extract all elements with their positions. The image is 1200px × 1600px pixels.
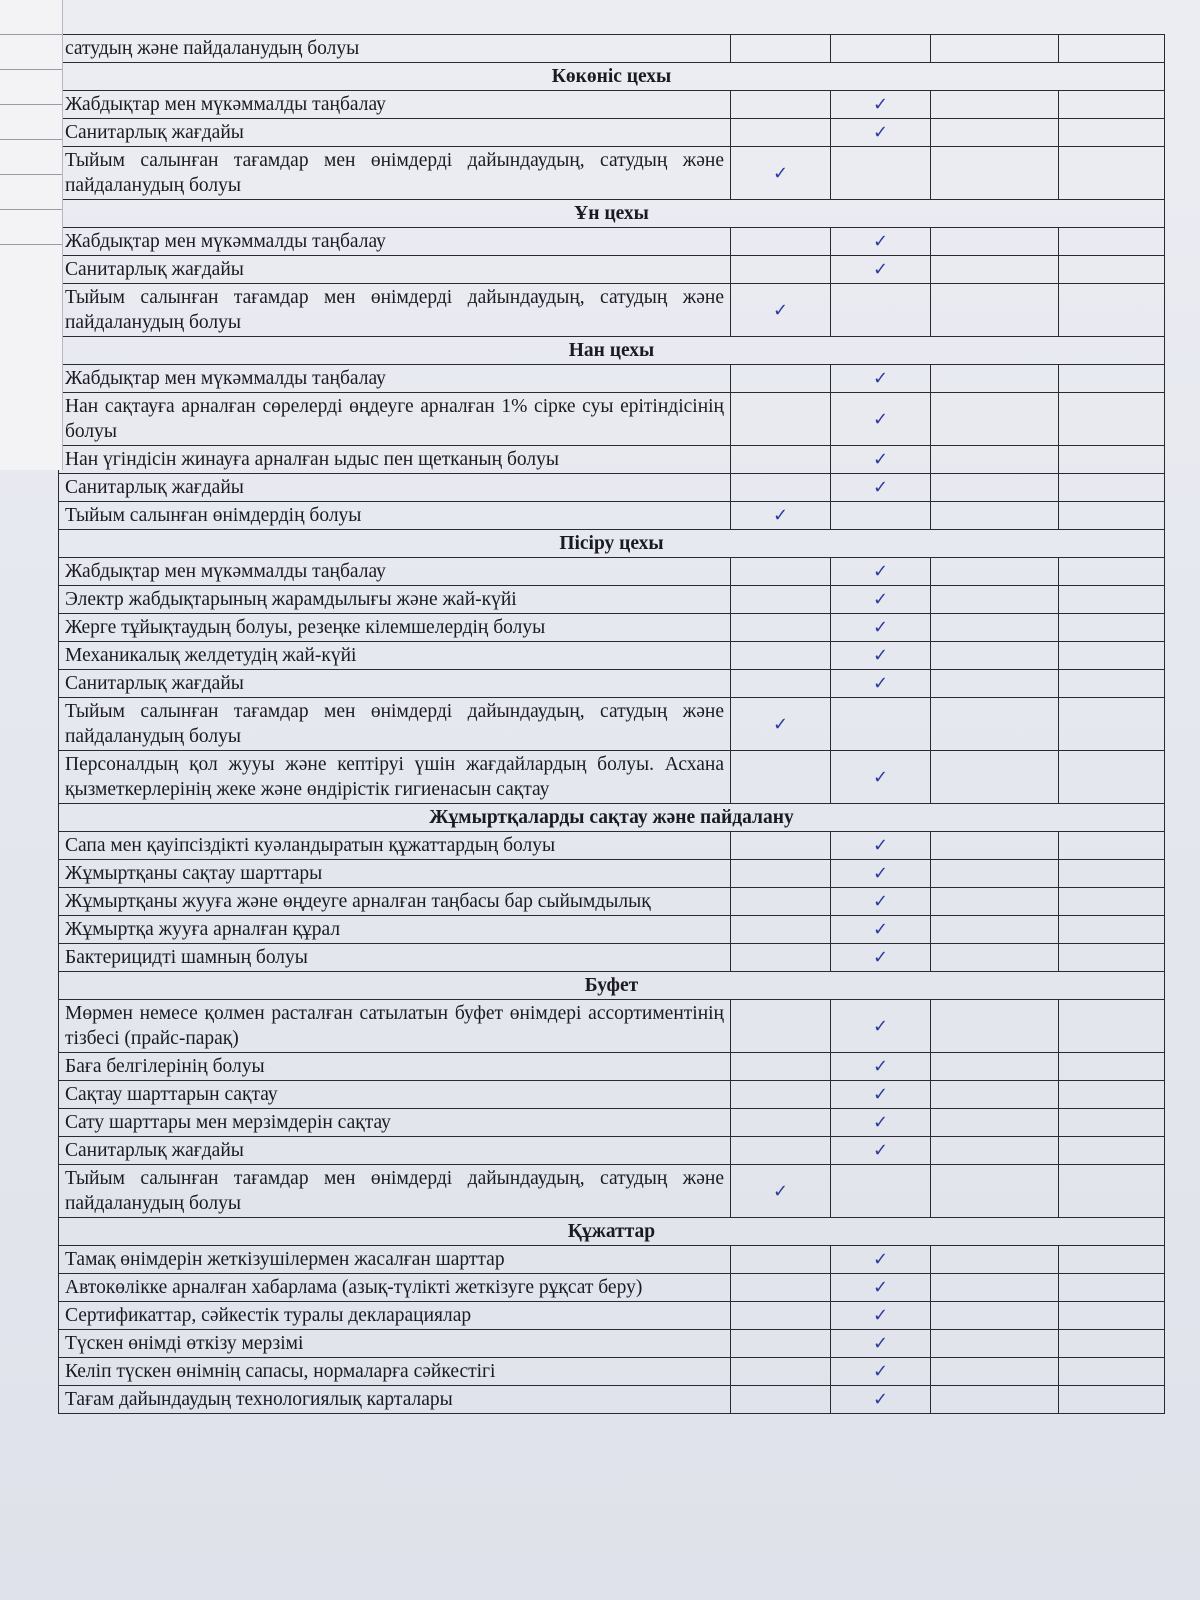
check-cell-col1 [731,1246,831,1274]
check-cell-col2 [831,888,931,916]
checklist-item-text: Санитарлық жағдайы [59,256,731,284]
check-cell-col3 [931,147,1059,200]
check-cell-col1 [731,1000,831,1053]
table-row [59,474,1165,502]
handwritten-checkmark-icon: ✓ [872,645,889,666]
handwritten-checkmark-icon: ✓ [872,919,889,940]
section-title: Құжаттар [59,1218,1165,1246]
check-cell-col4 [1059,1053,1165,1081]
checklist-item-text: Жерге тұйықтаудың болуы, резеңке кілемшелердің болуы [59,614,731,642]
checklist-item-text: Тыйым салынған тағамдар мен өнімдерді дайындаудың, сатудың және пайдаланудың болуы [59,698,731,751]
check-cell-col1 [731,502,831,530]
underlying-sheet-edge [0,0,63,470]
checklist-item-text: Тағам дайындаудың технологиялық карталары [59,1386,731,1414]
checklist-item-text: Жабдықтар мен мүкəммалды таңбалау [59,558,731,586]
checklist-item-text: Санитарлық жағдайы [59,1137,731,1165]
section-title: Пісіру цехы [59,530,1165,558]
check-cell-col1 [731,365,831,393]
check-cell-col4 [1059,284,1165,337]
handwritten-checkmark-icon: ✓ [872,835,889,856]
handwritten-checkmark-icon: ✓ [872,1249,889,1270]
check-cell-col3 [931,1081,1059,1109]
check-cell-col4 [1059,1274,1165,1302]
check-cell-col4 [1059,751,1165,804]
check-cell-col1 [731,1053,831,1081]
checklist-item-text: Жұмыртқаны жууға және өңдеуге арналған таңбасы бар сыйымдылық [59,888,731,916]
checklist-item-text: Баға белгілерінің болуы [59,1053,731,1081]
table-row [59,365,1165,393]
check-cell-col3 [931,1246,1059,1274]
check-cell-col3 [931,1386,1059,1414]
table-row [59,1109,1165,1137]
check-cell-col1 [731,670,831,698]
check-cell-col1 [731,474,831,502]
checklist-item-text: Бактерицидті шамның болуы [59,944,731,972]
check-cell-col2 [831,614,931,642]
section-title: Көкөніс цехы [59,63,1165,91]
check-cell-col3 [931,698,1059,751]
check-cell-col4 [1059,1137,1165,1165]
table-row [59,860,1165,888]
handwritten-checkmark-icon: ✓ [872,673,889,694]
check-cell-col2 [831,228,931,256]
handwritten-checkmark-icon: ✓ [872,947,889,968]
handwritten-checkmark-icon: ✓ [872,1140,889,1161]
check-cell-col2 [831,393,931,446]
check-cell-col2 [831,1302,931,1330]
section-title: Ұн цехы [59,200,1165,228]
section-title: Нан цехы [59,337,1165,365]
handwritten-checkmark-icon: ✓ [872,94,889,115]
check-cell-col2 [831,474,931,502]
handwritten-checkmark-icon: ✓ [872,1015,889,1037]
handwritten-checkmark-icon: ✓ [872,1277,889,1298]
handwritten-checkmark-icon: ✓ [872,368,889,389]
check-cell-col2 [831,1109,931,1137]
check-cell-col3 [931,1302,1059,1330]
check-cell-col1 [731,446,831,474]
check-cell-col4 [1059,642,1165,670]
table-row [59,751,1165,804]
check-cell-col1 [731,860,831,888]
check-cell-col3 [931,228,1059,256]
handwritten-checkmark-icon: ✓ [772,505,789,526]
check-cell-col1 [731,751,831,804]
check-cell-col2 [831,586,931,614]
check-cell-col2 [831,1081,931,1109]
check-cell-col4 [1059,502,1165,530]
check-cell-col2 [831,91,931,119]
handwritten-checkmark-icon: ✓ [872,766,889,788]
check-cell-col1 [731,393,831,446]
handwritten-checkmark-icon: ✓ [872,1084,889,1105]
check-cell-col3 [931,365,1059,393]
check-cell-col4 [1059,1081,1165,1109]
section-title: Жұмыртқаларды сақтау және пайдалану [59,804,1165,832]
check-cell-col3 [931,119,1059,147]
checklist-item-text: Жұмыртқа жууға арналған құрал [59,916,731,944]
check-cell-col4 [1059,558,1165,586]
check-cell-col2 [831,1330,931,1358]
check-cell-col1 [731,1081,831,1109]
check-cell-col3 [931,614,1059,642]
checklist-item-text: Нан үгіндісін жинауға арналған ыдыс пен щетканың болуы [59,446,731,474]
check-cell-col2 [831,1246,931,1274]
check-cell-col1 [731,228,831,256]
check-cell-col4 [1059,832,1165,860]
handwritten-checkmark-icon: ✓ [872,259,889,280]
table-row [59,502,1165,530]
check-cell-col3 [931,393,1059,446]
check-cell-col3 [931,586,1059,614]
handwritten-checkmark-icon: ✓ [872,617,889,638]
check-cell-col2 [831,446,931,474]
check-cell-col4 [1059,1358,1165,1386]
check-cell-col2 [831,119,931,147]
checklist-item-text: Нан сақтауға арналған сөрелерді өңдеуге арналған 1% сірке суы ерітіндісінің болуы [59,393,731,446]
check-cell-col3 [931,751,1059,804]
table-row [59,228,1165,256]
table-row [59,670,1165,698]
check-cell-col3 [931,1000,1059,1053]
check-cell-col1 [731,35,831,63]
check-cell-col2 [831,1165,931,1218]
checklist-item-text: Санитарлық жағдайы [59,670,731,698]
handwritten-checkmark-icon: ✓ [772,162,789,184]
check-cell-col1 [731,1165,831,1218]
checklist-item-text: Санитарлық жағдайы [59,474,731,502]
check-cell-col2 [831,670,931,698]
inspection-checklist-table [58,34,1165,1414]
check-cell-col2 [831,1053,931,1081]
check-cell-col3 [931,642,1059,670]
checklist-item-text: Жабдықтар мен мүкəммалды таңбалау [59,365,731,393]
check-cell-col4 [1059,228,1165,256]
table-row [59,1386,1165,1414]
check-cell-col4 [1059,1165,1165,1218]
handwritten-checkmark-icon: ✓ [872,589,889,610]
check-cell-col2 [831,944,931,972]
check-cell-col2 [831,698,931,751]
table-row [59,1000,1165,1053]
check-cell-col4 [1059,365,1165,393]
check-cell-col3 [931,1053,1059,1081]
table-row [59,1053,1165,1081]
section-header-row [59,530,1165,558]
table-row [59,586,1165,614]
check-cell-col4 [1059,586,1165,614]
handwritten-checkmark-icon: ✓ [772,1180,789,1202]
check-cell-col4 [1059,1246,1165,1274]
check-cell-col4 [1059,944,1165,972]
check-cell-col3 [931,474,1059,502]
handwritten-checkmark-icon: ✓ [872,231,889,252]
check-cell-col4 [1059,614,1165,642]
check-cell-col3 [931,1137,1059,1165]
table-row [59,393,1165,446]
table-row [59,91,1165,119]
table-row [59,256,1165,284]
checklist-item-text: Жабдықтар мен мүкəммалды таңбалау [59,228,731,256]
checklist-item-text: Тыйым салынған тағамдар мен өнімдерді дайындаудың, сатудың және пайдаланудың болуы [59,284,731,337]
check-cell-col3 [931,1330,1059,1358]
checklist-item-text: Электр жабдықтарының жарамдылығы және жай-күйі [59,586,731,614]
handwritten-checkmark-icon: ✓ [872,561,889,582]
check-cell-col4 [1059,119,1165,147]
check-cell-col2 [831,642,931,670]
check-cell-col1 [731,1358,831,1386]
checklist-item-text: сатудың және пайдаланудың болуы [59,35,731,63]
check-cell-col3 [931,860,1059,888]
handwritten-checkmark-icon: ✓ [772,299,789,321]
check-cell-col4 [1059,393,1165,446]
checklist-item-text: Тыйым салынған тағамдар мен өнімдерді дайындаудың, сатудың және пайдаланудың болуы [59,1165,731,1218]
check-cell-col2 [831,35,931,63]
check-cell-col4 [1059,446,1165,474]
check-cell-col1 [731,558,831,586]
checklist-item-text: Автокөлікке арналған хабарлама (азық-түлікті жеткізуге рұқсат беру) [59,1274,731,1302]
table-row [59,1165,1165,1218]
check-cell-col2 [831,284,931,337]
table-row [59,888,1165,916]
check-cell-col4 [1059,698,1165,751]
table-row [59,446,1165,474]
check-cell-col4 [1059,147,1165,200]
check-cell-col3 [931,1165,1059,1218]
handwritten-checkmark-icon: ✓ [872,449,889,470]
checklist-item-text: Сапа мен қауіпсіздікті куəландыратын құжаттардың болуы [59,832,731,860]
table-row [59,1330,1165,1358]
section-header-row [59,804,1165,832]
check-cell-col2 [831,1386,931,1414]
check-cell-col3 [931,91,1059,119]
check-cell-col1 [731,944,831,972]
section-header-row [59,972,1165,1000]
section-title: Буфет [59,972,1165,1000]
checklist-item-text: Жұмыртқаны сақтау шарттары [59,860,731,888]
check-cell-col1 [731,614,831,642]
check-cell-col2 [831,147,931,200]
check-cell-col4 [1059,888,1165,916]
check-cell-col4 [1059,1330,1165,1358]
table-row [59,944,1165,972]
checklist-item-text: Мөрмен немесе қолмен расталған сатылатын буфет өнімдері ассортиментінің тізбесі (прайс-парақ) [59,1000,731,1053]
handwritten-checkmark-icon: ✓ [872,863,889,884]
table-row [59,916,1165,944]
check-cell-col4 [1059,1109,1165,1137]
check-cell-col3 [931,670,1059,698]
handwritten-checkmark-icon: ✓ [872,1305,889,1326]
check-cell-col2 [831,1358,931,1386]
handwritten-checkmark-icon: ✓ [872,477,889,498]
table-row [59,1358,1165,1386]
check-cell-col1 [731,1330,831,1358]
check-cell-col4 [1059,474,1165,502]
check-cell-col3 [931,916,1059,944]
check-cell-col1 [731,642,831,670]
check-cell-col3 [931,832,1059,860]
table-row [59,698,1165,751]
check-cell-col4 [1059,91,1165,119]
check-cell-col1 [731,586,831,614]
checklist-item-text: Механикалық желдетудің жай-күйі [59,642,731,670]
checklist-item-text: Түскен өнімді өткізу мерзімі [59,1330,731,1358]
handwritten-checkmark-icon: ✓ [872,122,889,143]
check-cell-col3 [931,502,1059,530]
handwritten-checkmark-icon: ✓ [772,713,789,735]
check-cell-col2 [831,1137,931,1165]
check-cell-col1 [731,1109,831,1137]
table-row [59,35,1165,63]
check-cell-col4 [1059,1386,1165,1414]
table-row [59,558,1165,586]
handwritten-checkmark-icon: ✓ [872,1112,889,1133]
check-cell-col2 [831,832,931,860]
check-cell-col1 [731,1137,831,1165]
handwritten-checkmark-icon: ✓ [872,408,889,430]
checklist-item-text: Тыйым салынған тағамдар мен өнімдерді дайындаудың, сатудың және пайдаланудың болуы [59,147,731,200]
check-cell-col2 [831,558,931,586]
check-cell-col4 [1059,256,1165,284]
checklist-item-text: Сақтау шарттарын сақтау [59,1081,731,1109]
check-cell-col3 [931,888,1059,916]
check-cell-col1 [731,1386,831,1414]
check-cell-col4 [1059,1000,1165,1053]
table-row [59,147,1165,200]
check-cell-col1 [731,147,831,200]
table-row [59,1274,1165,1302]
handwritten-checkmark-icon: ✓ [872,1361,889,1382]
table-row [59,642,1165,670]
check-cell-col1 [731,698,831,751]
check-cell-col1 [731,284,831,337]
table-row [59,119,1165,147]
check-cell-col4 [1059,35,1165,63]
check-cell-col3 [931,284,1059,337]
check-cell-col1 [731,832,831,860]
section-header-row [59,63,1165,91]
table-row [59,1302,1165,1330]
check-cell-col2 [831,365,931,393]
checklist-item-text: Санитарлық жағдайы [59,119,731,147]
checklist-item-text: Тыйым салынған өнімдердің болуы [59,502,731,530]
checklist-item-text: Тамақ өнімдерін жеткізушілермен жасалған шарттар [59,1246,731,1274]
check-cell-col3 [931,256,1059,284]
check-cell-col2 [831,256,931,284]
check-cell-col2 [831,751,931,804]
check-cell-col3 [931,35,1059,63]
handwritten-checkmark-icon: ✓ [872,1056,889,1077]
check-cell-col2 [831,916,931,944]
check-cell-col3 [931,558,1059,586]
check-cell-col4 [1059,670,1165,698]
table-row [59,1137,1165,1165]
check-cell-col2 [831,502,931,530]
section-header-row [59,1218,1165,1246]
handwritten-checkmark-icon: ✓ [872,1333,889,1354]
section-header-row [59,200,1165,228]
check-cell-col1 [731,1274,831,1302]
table-row [59,614,1165,642]
checklist-body [59,35,1165,1414]
checklist-item-text: Сертификаттар, сəйкестік туралы декларациялар [59,1302,731,1330]
table-row [59,1081,1165,1109]
table-row [59,832,1165,860]
check-cell-col3 [931,1109,1059,1137]
check-cell-col4 [1059,860,1165,888]
section-header-row [59,337,1165,365]
handwritten-checkmark-icon: ✓ [872,1389,889,1410]
checklist-item-text: Сату шарттары мен мерзімдерін сақтау [59,1109,731,1137]
check-cell-col1 [731,888,831,916]
check-cell-col2 [831,1274,931,1302]
table-row [59,1246,1165,1274]
checklist-item-text: Персоналдың қол жууы және кептіруі үшін жағдайлардың болуы. Асхана қызметкерлерінің жеке және өндірістік гигиенасын сақтау [59,751,731,804]
check-cell-col1 [731,916,831,944]
check-cell-col1 [731,256,831,284]
check-cell-col3 [931,1274,1059,1302]
check-cell-col4 [1059,1302,1165,1330]
checklist-item-text: Жабдықтар мен мүкəммалды таңбалау [59,91,731,119]
check-cell-col1 [731,1302,831,1330]
check-cell-col1 [731,91,831,119]
check-cell-col1 [731,119,831,147]
check-cell-col3 [931,446,1059,474]
check-cell-col3 [931,1358,1059,1386]
table-row [59,284,1165,337]
handwritten-checkmark-icon: ✓ [872,891,889,912]
checklist-item-text: Келіп түскен өнімнің сапасы, нормаларға сəйкестігі [59,1358,731,1386]
check-cell-col4 [1059,916,1165,944]
check-cell-col3 [931,944,1059,972]
check-cell-col2 [831,860,931,888]
check-cell-col2 [831,1000,931,1053]
